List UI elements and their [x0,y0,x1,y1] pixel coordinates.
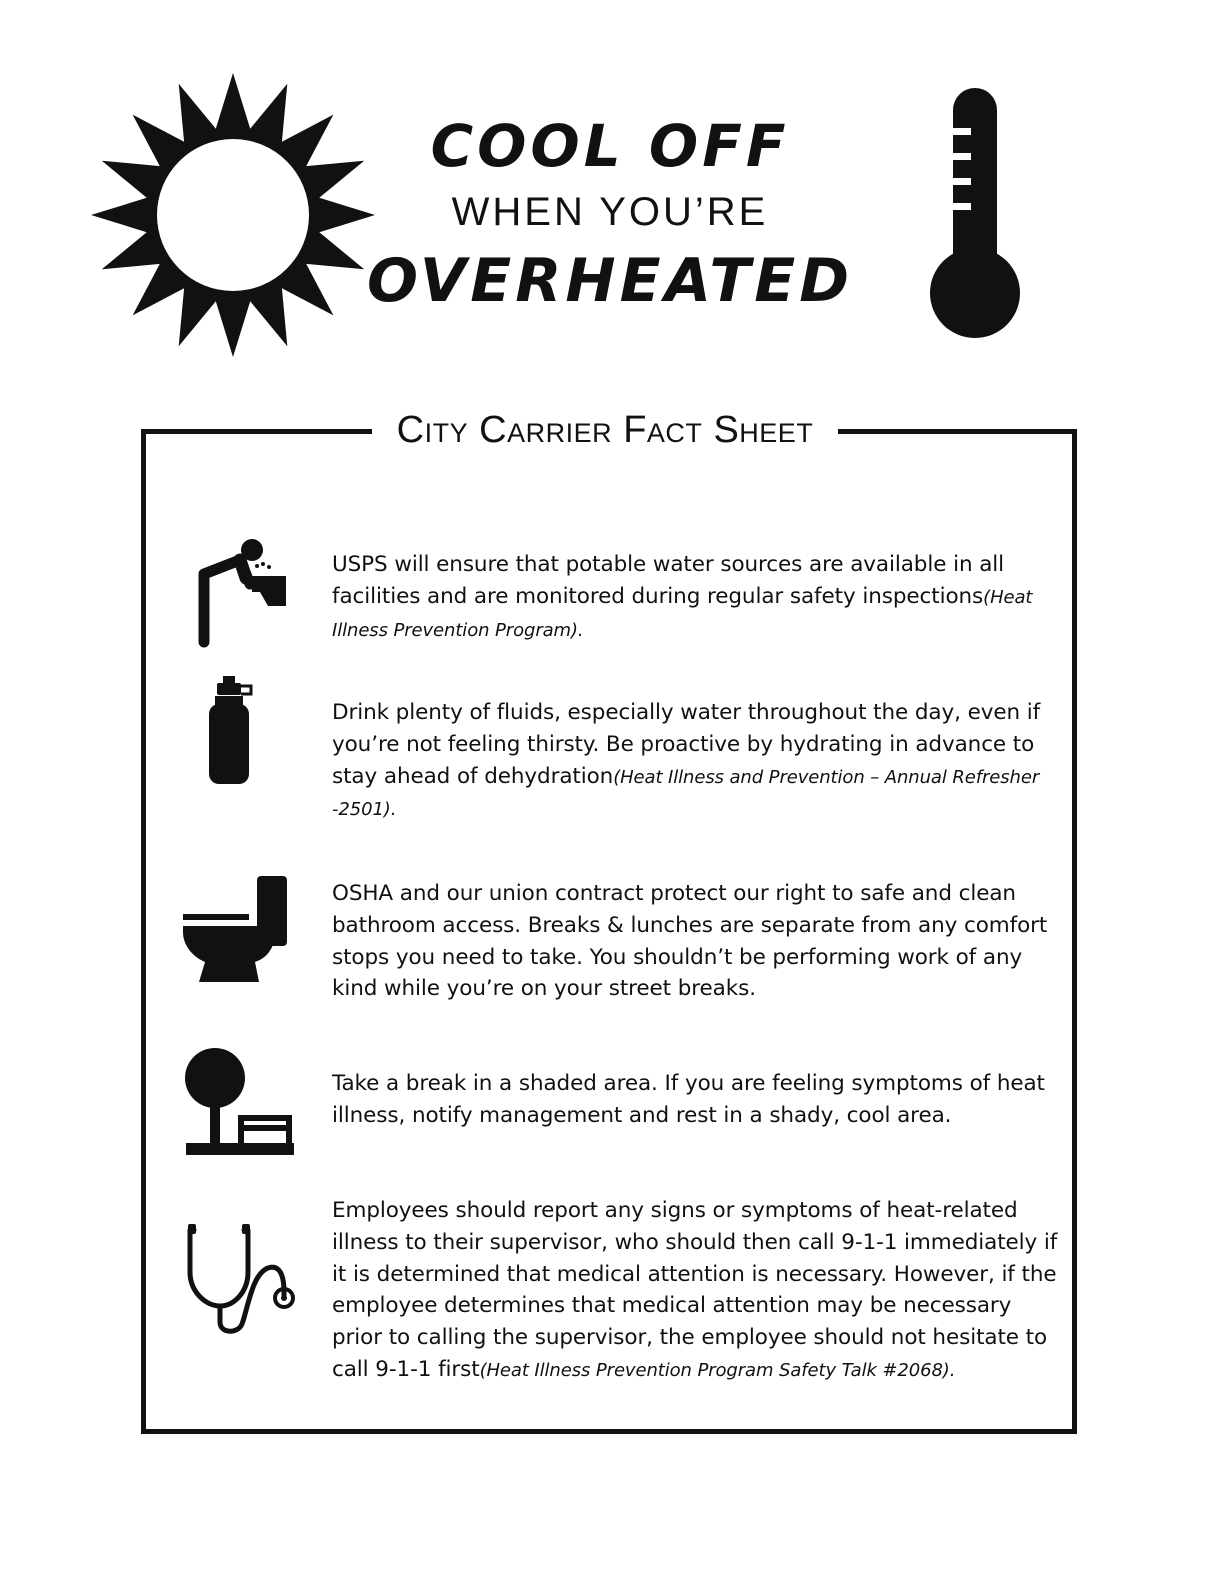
tree-bench-icon [185,1045,297,1160]
fact-text: Employees should report any signs or symptoms of heat-related illness to their supervisor, who should then call 9-1-1 immediately if it is determined that medical attention is necessary. However, if the employee determines that medical attention may be necessary prior to calling the supervisor, the employee should not hesitate to call 9-1-1 first [332,1198,1058,1382]
fact-citation: (Heat Illness and Prevention – Annual Refresher -2501). [332,766,1040,821]
drinking-fountain-icon [192,534,292,649]
thermometer-icon [925,88,1025,343]
toilet-icon [183,874,288,986]
fact-citation: (Heat Illness Prevention Program Safety Talk #2068). [479,1359,956,1381]
fact-sheet-title: City Carrier Fact Sheet [372,404,838,456]
fact-item-bathroom [332,878,1067,1006]
fact-text: Take a break in a shaded area. If you are feeling symptoms of heat illness, notify management and rest in a shady, cool area. [332,1071,1045,1128]
fact-item-shade-break [332,1068,1067,1133]
sun-icon [88,70,378,360]
title-overheated: OVERHEATED [366,246,854,316]
title-when-youre: WHEN YOU’RE [451,190,769,234]
stethoscope-icon [184,1222,299,1337]
title-cool-off: COOL OFF [430,112,790,180]
fact-text: OSHA and our union contract protect our right to safe and clean bathroom access. Breaks & lunches are separate from any comfort stops you need to take. You shouldn’t be performing work of any kind while you’re on your street breaks. [332,881,1048,1002]
fact-citation: (Heat Illness Prevention Program). [332,586,1033,641]
fact-text: Drink plenty of fluids, especially water throughout the day, even if you’re not feeling thirsty. Be proactive by hydrating in advance to stay ahead of dehydration [332,700,1041,789]
fact-text: USPS will ensure that potable water sources are available in all facilities and are monitored during regular safety inspections [332,552,1005,609]
water-bottle-icon [205,674,257,786]
fact-item-hydration [332,697,1067,826]
fact-item-water-sources [332,549,1067,646]
fact-item-report-symptoms [332,1195,1067,1387]
